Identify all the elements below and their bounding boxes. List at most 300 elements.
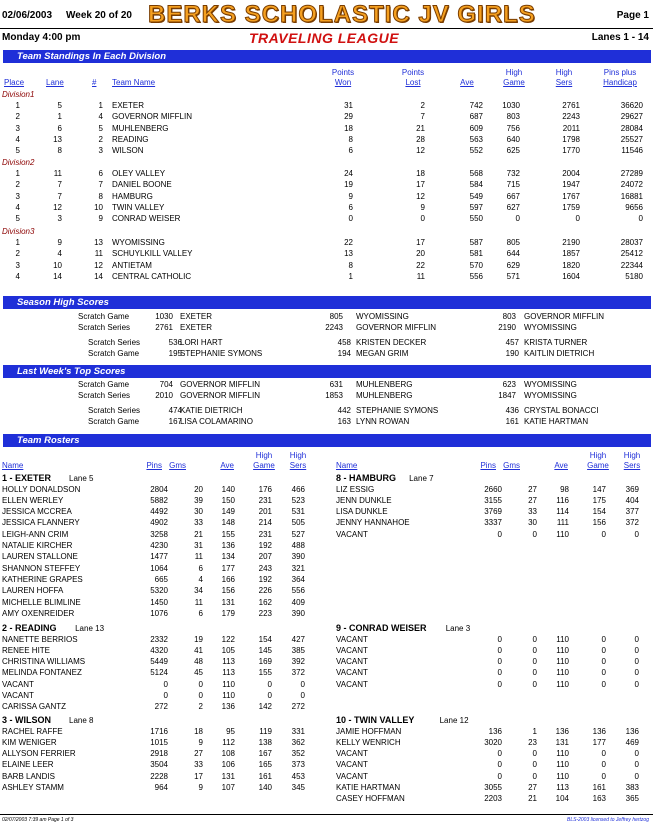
player-ave: 136 [221, 541, 235, 550]
player-high-game: 161 [592, 783, 606, 792]
score-name: KRISTA TURNER [524, 338, 588, 347]
place-cell: 4 [15, 271, 20, 281]
player-high-game: 167 [258, 749, 272, 759]
team-name-cell: ANTIETAM [112, 260, 152, 270]
player-pins: 3055 [484, 783, 502, 792]
player-gms: 19 [194, 634, 203, 644]
col-points-won: Points [331, 68, 355, 77]
lane-cell: 7 [57, 191, 62, 201]
player-name: LISA DUNKLE [336, 507, 388, 517]
player-high-sers: 409 [291, 597, 305, 607]
player-pins: 2332 [150, 634, 168, 644]
value-cell: 644 [506, 249, 520, 259]
player-high-game: 169 [258, 657, 272, 667]
value-cell: 27289 [620, 169, 643, 178]
player-high-game: 0 [601, 771, 606, 781]
player-gms: 4 [198, 574, 203, 584]
player-pins: 5882 [150, 495, 168, 505]
player-high-game: 0 [267, 679, 272, 689]
player-ave: 110 [556, 679, 569, 689]
value-cell: 6 [348, 202, 353, 212]
lane-cell: 12 [53, 202, 62, 212]
team-name-cell: READING [112, 134, 149, 144]
score-name: KATIE DIETRICH [180, 406, 243, 415]
player-high-sers: 0 [300, 691, 305, 700]
score-value: 2010 [155, 391, 173, 400]
value-cell: 1030 [502, 101, 520, 110]
player-high-game: 0 [601, 645, 606, 655]
player-high-sers: 385 [291, 645, 305, 655]
player-pins: 0 [497, 668, 502, 678]
player-pins: 4320 [150, 645, 168, 655]
value-cell: 11 [416, 271, 425, 281]
value-cell: 584 [469, 180, 483, 190]
player-high-game: 0 [601, 679, 606, 689]
player-name: VACANT [336, 679, 368, 689]
lane-cell: 6 [57, 123, 62, 133]
team-name-cell: WYOMISSING [112, 238, 165, 247]
score-value: 442 [337, 406, 351, 415]
lane-cell: 13 [53, 134, 62, 144]
player-ave: 177 [221, 563, 235, 573]
section-standings: Team Standings In Each Division [3, 50, 651, 63]
score-value: 536 [168, 338, 182, 347]
player-pins: 4902 [150, 518, 168, 528]
score-name: KRISTEN DECKER [356, 338, 427, 347]
player-high-game: 0 [601, 749, 606, 759]
player-pins: 5449 [150, 657, 168, 667]
team-name-cell: OLEY VALLEY [112, 169, 166, 178]
team-lane: Lane 12 [439, 716, 469, 725]
value-cell: 2761 [562, 101, 580, 110]
player-high-sers: 0 [634, 529, 639, 539]
team-name-cell: TWIN VALLEY [112, 202, 165, 212]
score-value: 457 [505, 338, 519, 347]
player-gms: 27 [194, 749, 203, 759]
player-high-game: 231 [258, 495, 272, 505]
col-name: Name [336, 461, 358, 470]
player-gms: 45 [194, 668, 203, 678]
value-cell: 8 [348, 134, 353, 144]
player-gms: 11 [194, 552, 203, 562]
player-name: KIM WENIGER [2, 737, 57, 747]
value-cell: 563 [469, 134, 483, 144]
player-name: VACANT [336, 645, 368, 655]
num-cell: 10 [94, 202, 103, 212]
team-name-cell: HAMBURG [112, 191, 153, 201]
player-high-sers: 390 [291, 552, 305, 562]
player-gms: 17 [194, 771, 203, 781]
score-name: GOVERNOR MIFFLIN [356, 323, 437, 332]
player-ave: 105 [221, 645, 235, 655]
num-cell: 11 [94, 249, 103, 259]
player-pins: 4492 [150, 507, 168, 517]
score-value: 2243 [325, 323, 343, 332]
player-gms: 0 [532, 771, 537, 781]
score-value: 190 [505, 349, 519, 358]
footer-right: BLS-2003 licensed to Jeffrey hertzog [567, 817, 649, 823]
value-cell: 625 [506, 146, 520, 156]
value-cell: 19 [344, 180, 353, 190]
team-name-cell: DANIEL BOONE [112, 180, 172, 190]
score-value: 163 [337, 417, 351, 426]
player-pins: 0 [497, 749, 502, 759]
player-gms: 11 [194, 597, 203, 607]
value-cell: 627 [506, 202, 520, 212]
score-name: EXETER [180, 312, 213, 321]
player-name: NANETTE BERRIOS [2, 634, 78, 644]
player-high-sers: 352 [291, 749, 305, 759]
score-name: LORI HART [180, 338, 223, 347]
score-name: GOVERNOR MIFFLIN [524, 312, 605, 321]
score-value: 161 [505, 417, 519, 426]
player-ave: 179 [221, 608, 235, 618]
player-ave: 155 [221, 529, 235, 539]
player-pins: 1015 [150, 737, 168, 747]
team-name-cell: CONRAD WEISER [112, 214, 181, 224]
player-gms: 21 [528, 794, 537, 804]
value-cell: 732 [506, 169, 520, 178]
score-value: 803 [502, 312, 516, 321]
value-cell: 12 [416, 191, 425, 201]
player-pins: 2203 [484, 794, 502, 804]
value-cell: 0 [638, 214, 643, 224]
player-ave: 104 [555, 794, 569, 804]
player-high-sers: 365 [625, 794, 639, 804]
value-cell: 629 [506, 260, 520, 270]
value-cell: 17 [416, 180, 425, 190]
score-name: LISA COLAMARINO [180, 417, 253, 426]
value-cell: 29627 [620, 112, 643, 122]
score-label: Scratch Game [78, 380, 130, 389]
player-ave: 131 [221, 771, 235, 781]
player-high-sers: 372 [625, 518, 639, 528]
player-name: MICHELLE BLIMLINE [2, 597, 81, 607]
value-cell: 2011 [562, 123, 580, 133]
value-cell: 36620 [620, 101, 643, 110]
value-cell: 2004 [562, 169, 580, 178]
league-name: TRAVELING LEAGUE [249, 30, 400, 46]
value-cell: 28037 [620, 238, 643, 247]
place-cell: 2 [15, 112, 20, 122]
team-lane: Lane 8 [69, 716, 94, 725]
player-high-sers: 531 [291, 507, 305, 517]
value-cell: 9 [420, 202, 425, 212]
col-gms: Gms [503, 461, 520, 470]
player-high-sers: 404 [625, 495, 639, 505]
player-name: ASHLEY STAMM [2, 783, 64, 792]
player-gms: 20 [194, 484, 203, 494]
player-high-game: 223 [258, 608, 272, 618]
value-cell: 609 [469, 123, 483, 133]
num-cell: 3 [98, 146, 103, 156]
player-ave: 148 [221, 518, 235, 528]
value-cell: 587 [469, 238, 483, 247]
lane-cell: 1 [57, 112, 62, 122]
value-cell: 22 [416, 260, 425, 270]
value-cell: 597 [469, 202, 483, 212]
player-gms: 18 [194, 726, 203, 736]
num-cell: 14 [94, 271, 103, 281]
player-gms: 0 [532, 657, 537, 667]
value-cell: 1759 [562, 202, 580, 212]
player-pins: 1450 [150, 597, 168, 607]
team-heading: 2 - READING [2, 623, 57, 633]
player-high-sers: 136 [625, 726, 639, 736]
team-lane: Lane 13 [75, 624, 105, 633]
player-gms: 31 [194, 541, 203, 550]
player-gms: 27 [528, 783, 537, 792]
player-high-sers: 469 [625, 737, 639, 747]
page-label: Page 1 [616, 10, 649, 21]
player-ave: 110 [556, 657, 569, 667]
score-name: MUHLENBERG [356, 380, 413, 389]
lane-cell: 14 [53, 271, 62, 281]
value-cell: 715 [506, 180, 520, 190]
player-gms: 9 [198, 737, 203, 747]
player-ave: 112 [222, 737, 235, 747]
player-ave: 136 [555, 726, 569, 736]
score-name: EXETER [180, 323, 213, 332]
player-ave: 131 [221, 597, 235, 607]
player-pins: 136 [488, 726, 502, 736]
num-cell: 6 [98, 169, 103, 178]
player-name: CARISSA GANTZ [2, 702, 67, 712]
player-gms: 34 [194, 586, 203, 596]
team-heading: 1 - EXETER [2, 473, 52, 483]
player-name: AMY OXENREIDER [2, 608, 75, 618]
col-high-game: High [255, 451, 273, 460]
player-name: VACANT [336, 749, 368, 759]
player-ave: 108 [221, 749, 235, 759]
value-cell: 570 [469, 260, 483, 270]
player-high-game: 192 [258, 541, 272, 550]
player-high-sers: 321 [291, 563, 305, 573]
player-ave: 110 [556, 645, 569, 655]
player-name: LIZ ESSIG [336, 484, 375, 494]
player-ave: 150 [221, 495, 235, 505]
value-cell: 1767 [562, 191, 580, 201]
player-high-sers: 369 [625, 484, 639, 494]
player-pins: 3020 [484, 737, 502, 747]
player-high-game: 231 [258, 529, 272, 539]
player-high-sers: 466 [291, 484, 305, 494]
player-gms: 23 [528, 737, 537, 747]
player-ave: 110 [222, 679, 235, 689]
col-gms: Gms [169, 461, 186, 470]
player-name: VACANT [2, 679, 34, 689]
player-high-sers: 392 [291, 657, 305, 667]
player-gms: 0 [198, 691, 203, 700]
player-gms: 33 [194, 760, 203, 770]
value-cell: 2243 [562, 112, 580, 122]
value-cell: 25527 [620, 134, 643, 144]
player-ave: 114 [556, 507, 569, 517]
player-name: JESSICA MCCREA [2, 507, 72, 517]
value-cell: 7 [420, 112, 425, 122]
place-cell: 1 [15, 101, 20, 110]
player-ave: 113 [222, 657, 235, 667]
player-pins: 0 [163, 679, 168, 689]
team-heading: 8 - HAMBURG [336, 473, 396, 483]
num-cell: 5 [98, 123, 103, 133]
value-cell: 1770 [562, 146, 580, 156]
player-high-game: 214 [258, 518, 272, 528]
player-name: CASEY HOFFMAN [336, 794, 405, 804]
player-gms: 27 [528, 484, 537, 494]
player-pins: 0 [497, 645, 502, 655]
player-high-game: 163 [592, 794, 606, 804]
player-name: VACANT [336, 668, 368, 678]
col-ave: Ave [460, 78, 474, 87]
value-cell: 22 [344, 238, 353, 247]
player-high-game: 162 [258, 597, 272, 607]
player-ave: 110 [556, 529, 569, 539]
player-ave: 122 [221, 634, 235, 644]
player-ave: 111 [556, 518, 569, 528]
player-high-game: 142 [258, 702, 272, 712]
col-points-lost: Lost [405, 78, 421, 87]
score-label: Scratch Series [88, 338, 141, 347]
player-pins: 1716 [150, 726, 168, 736]
col-high-sers: Sers [555, 78, 573, 87]
player-high-sers: 377 [625, 507, 639, 517]
score-value: 2190 [498, 323, 516, 332]
num-cell: 9 [98, 214, 103, 224]
value-cell: 16881 [620, 191, 643, 201]
player-high-sers: 373 [291, 760, 305, 770]
lane-cell: 4 [57, 249, 62, 259]
section-rosters: Team Rosters [3, 434, 651, 447]
value-cell: 6 [348, 146, 353, 156]
player-name: ELLEN WERLEY [2, 495, 64, 505]
player-name: JESSICA FLANNERY [2, 518, 80, 528]
player-name: VACANT [336, 529, 368, 539]
player-high-sers: 453 [291, 771, 305, 781]
place-cell: 4 [15, 134, 20, 144]
division-label: Division2 [2, 158, 35, 167]
player-high-game: 147 [592, 484, 606, 494]
place-cell: 1 [15, 238, 20, 247]
player-name: KATHERINE GRAPES [2, 574, 83, 584]
player-gms: 0 [532, 634, 537, 644]
score-label: Scratch Game [78, 312, 130, 321]
score-value: 623 [502, 380, 516, 389]
player-pins: 1477 [150, 552, 168, 562]
player-high-game: 176 [258, 484, 272, 494]
player-high-sers: 488 [291, 541, 305, 550]
team-name-cell: CENTRAL CATHOLIC [112, 271, 192, 281]
score-value: 458 [337, 338, 351, 347]
score-value: 631 [329, 380, 343, 389]
player-gms: 33 [194, 518, 203, 528]
value-cell: 803 [506, 112, 520, 122]
player-pins: 3258 [150, 529, 168, 539]
player-pins: 0 [497, 634, 502, 644]
player-gms: 0 [198, 679, 203, 689]
value-cell: 1 [348, 271, 353, 281]
value-cell: 31 [344, 101, 353, 110]
player-gms: 21 [194, 529, 203, 539]
player-high-sers: 527 [291, 529, 305, 539]
player-ave: 110 [556, 760, 569, 770]
player-pins: 1064 [150, 563, 168, 573]
player-ave: 140 [221, 484, 235, 494]
value-cell: 25412 [620, 249, 643, 259]
player-ave: 156 [221, 586, 235, 596]
player-gms: 27 [528, 495, 537, 505]
player-name: VACANT [336, 771, 368, 781]
team-lane: Lane 5 [69, 474, 94, 483]
place-cell: 3 [15, 260, 20, 270]
num-cell: 4 [98, 112, 103, 122]
player-high-game: 243 [258, 563, 272, 573]
player-ave: 110 [556, 771, 569, 781]
player-high-game: 226 [258, 586, 272, 596]
player-ave: 110 [222, 691, 235, 700]
col-name: Name [2, 461, 24, 470]
place-cell: 3 [15, 191, 20, 201]
lane-cell: 9 [57, 238, 62, 247]
col-lane: Lane [46, 78, 64, 87]
footer-divider [0, 814, 653, 815]
place-cell: 2 [15, 180, 20, 190]
num-cell: 2 [98, 134, 103, 144]
col-pins: Pins [146, 461, 162, 470]
player-pins: 3504 [150, 760, 168, 770]
score-value: 704 [159, 380, 173, 389]
value-cell: 9 [348, 191, 353, 201]
divider [0, 28, 653, 29]
score-value: 805 [329, 312, 343, 321]
value-cell: 1857 [562, 249, 580, 259]
value-cell: 0 [575, 214, 580, 224]
team-lane: Lane 3 [445, 624, 471, 633]
col-num: # [92, 78, 97, 87]
value-cell: 28084 [620, 123, 643, 133]
col-points-won: Won [334, 78, 352, 87]
player-pins: 0 [497, 679, 502, 689]
col-points-lost: Points [401, 68, 425, 77]
score-name: KAITLIN DIETRICH [524, 349, 595, 358]
player-gms: 6 [198, 563, 203, 573]
player-high-game: 155 [258, 668, 272, 678]
player-ave: 149 [221, 507, 235, 517]
value-cell: 571 [506, 271, 520, 281]
lane-cell: 10 [53, 260, 62, 270]
player-name: VACANT [336, 634, 368, 644]
player-ave: 131 [555, 737, 569, 747]
player-name: MELINDA FONTANEZ [2, 668, 82, 678]
team-name-cell: SCHUYLKILL VALLEY [112, 249, 193, 259]
value-cell: 5180 [625, 271, 643, 281]
player-name: JENNY HANNAHOE [336, 518, 410, 528]
col-pins-hcp: Pins plus [603, 68, 637, 77]
col-high-sers: Sers [623, 461, 641, 470]
player-pins: 964 [154, 783, 168, 792]
player-ave: 110 [556, 749, 569, 759]
player-high-game: 0 [267, 691, 272, 700]
value-cell: 11546 [621, 146, 643, 156]
score-value: 1030 [155, 312, 173, 321]
player-pins: 2660 [484, 484, 502, 494]
col-high-game: High [505, 68, 523, 77]
player-high-sers: 383 [625, 783, 639, 792]
player-high-sers: 372 [291, 668, 305, 678]
player-name: VACANT [336, 657, 368, 667]
player-high-game: 165 [258, 760, 272, 770]
player-pins: 272 [154, 702, 168, 712]
